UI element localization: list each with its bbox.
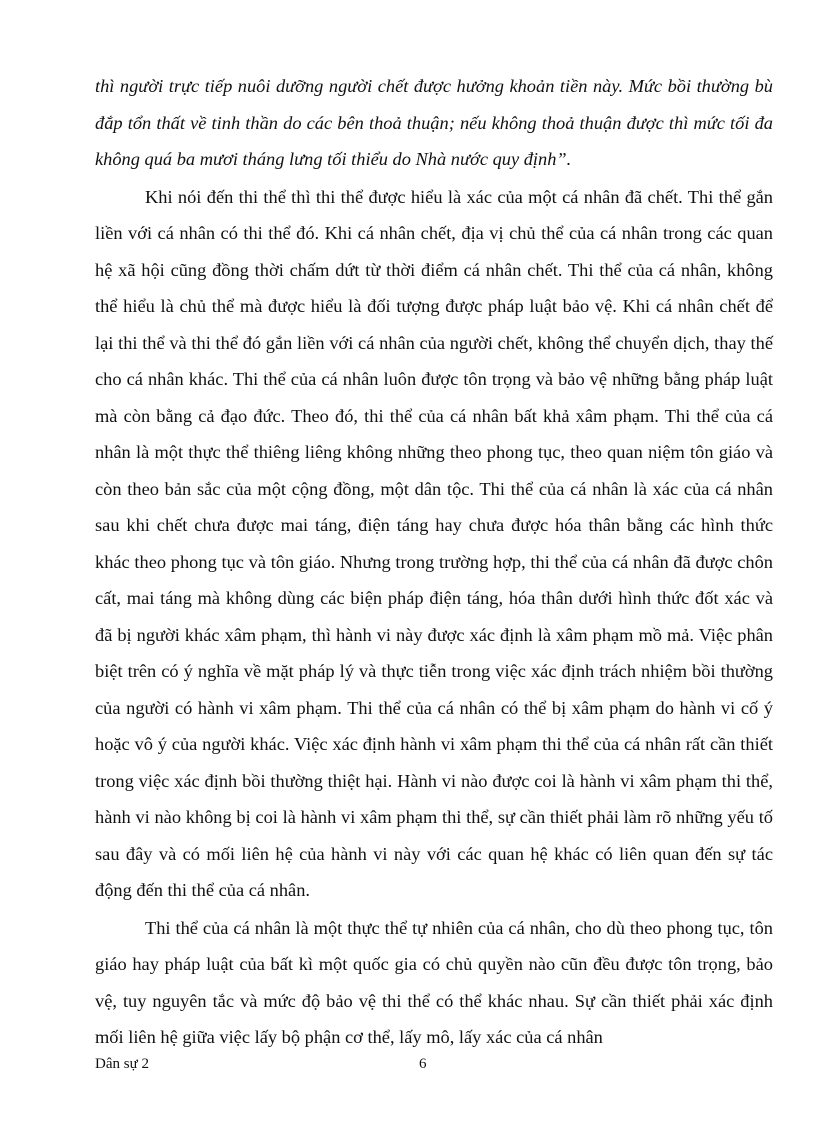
page-footer xyxy=(95,1052,773,1076)
footer-page-number: 6 xyxy=(419,1056,427,1072)
footer-document-title: Dân sự 2 xyxy=(95,1056,149,1072)
paragraph-quote-continuation: thì người trực tiếp nuôi dưỡng người chết được hưởng khoản tiền này. Mức bồi thường bù đắp tổn thất về tinh thần do các bên thoả thuận; nếu không thoả thuận được thì mức tối đa không quá ba mươi tháng lưng tối thiểu do Nhà nước quy định”. xyxy=(95,76,773,169)
paragraph-corpse-definition: Khi nói đến thi thể thì thi thể được hiểu là xác của một cá nhân đã chết. Thi thể gắn liền với cá nhân có thi thể đó. Khi cá nhân chết, địa vị chủ thể của cá nhân trong các quan hệ xã hội cũng đồng thời chấm dứt từ thời điểm cá nhân chết. Thi thể của cá nhân, không thể hiểu là chủ thể mà được hiểu là đối tượng được pháp luật bảo vệ. Khi cá nhân chết để lại thi thể và thi thể đó gắn liền với cá nhân của người chết, không thể chuyển dịch, thay thế cho cá nhân khác. Thi thể của cá nhân luôn được tôn trọng và bảo vệ những bằng pháp luật mà còn bằng cả đạo đức. Theo đó, thi thể của cá nhân bất khả xâm phạm. Thi thể của cá nhân là một thực thể thiêng liêng không những theo phong tục, theo quan niệm tôn giáo và còn theo bản sắc của một cộng đồng, một dân tộc. Thi thể của cá nhân là xác của cá nhân sau khi chết chưa được mai táng, điện táng hay chưa được hóa thân bằng các hình thức khác theo phong tục và tôn giáo. Nhưng trong trường hợp, thi thể của cá nhân đã được chôn cất, mai táng mà không dùng các biện pháp điện táng, hóa thân dưới hình thức đốt xác và đã bị người khác xâm phạm, thì hành vi này được xác định là xâm phạm mồ mả. Việc phân biệt trên có ý nghĩa về mặt pháp lý và thực tiễn trong việc xác định trách nhiệm bồi thường của người có hành vi xâm phạm. Thi thể của cá nhân có thể bị xâm phạm do hành vi cố ý hoặc vô ý của người khác. Việc xác định hành vi xâm phạm thi thể của cá nhân rất cần thiết trong việc xác định bồi thường thiệt hại. Hành vi nào được coi là hành vi xâm phạm thi thể, hành vi nào không bị coi là hành vi xâm phạm thi thể, sự cần thiết phải làm rõ những yếu tố sau đây và có mối liên hệ của hành vi này với các quan hệ khác có liên quan đến sự tác động đến thi thể của cá nhân. xyxy=(95,186,773,900)
page-body xyxy=(95,68,773,1056)
paragraph-corpse-protection: Thi thể của cá nhân là một thực thể tự nhiên của cá nhân, cho dù theo phong tục, tôn giáo hay pháp luật của bất kì một quốc gia có chủ quyền nào cũn đều được tôn trọng, bảo vệ, tuy nguyên tắc và mức độ bảo vệ thi thể có thể khác nhau. Sự cần thiết phải xác định mối liên hệ giữa việc lấy bộ phận cơ thể, lấy mô, lấy xác của cá nhân xyxy=(95,917,773,1047)
